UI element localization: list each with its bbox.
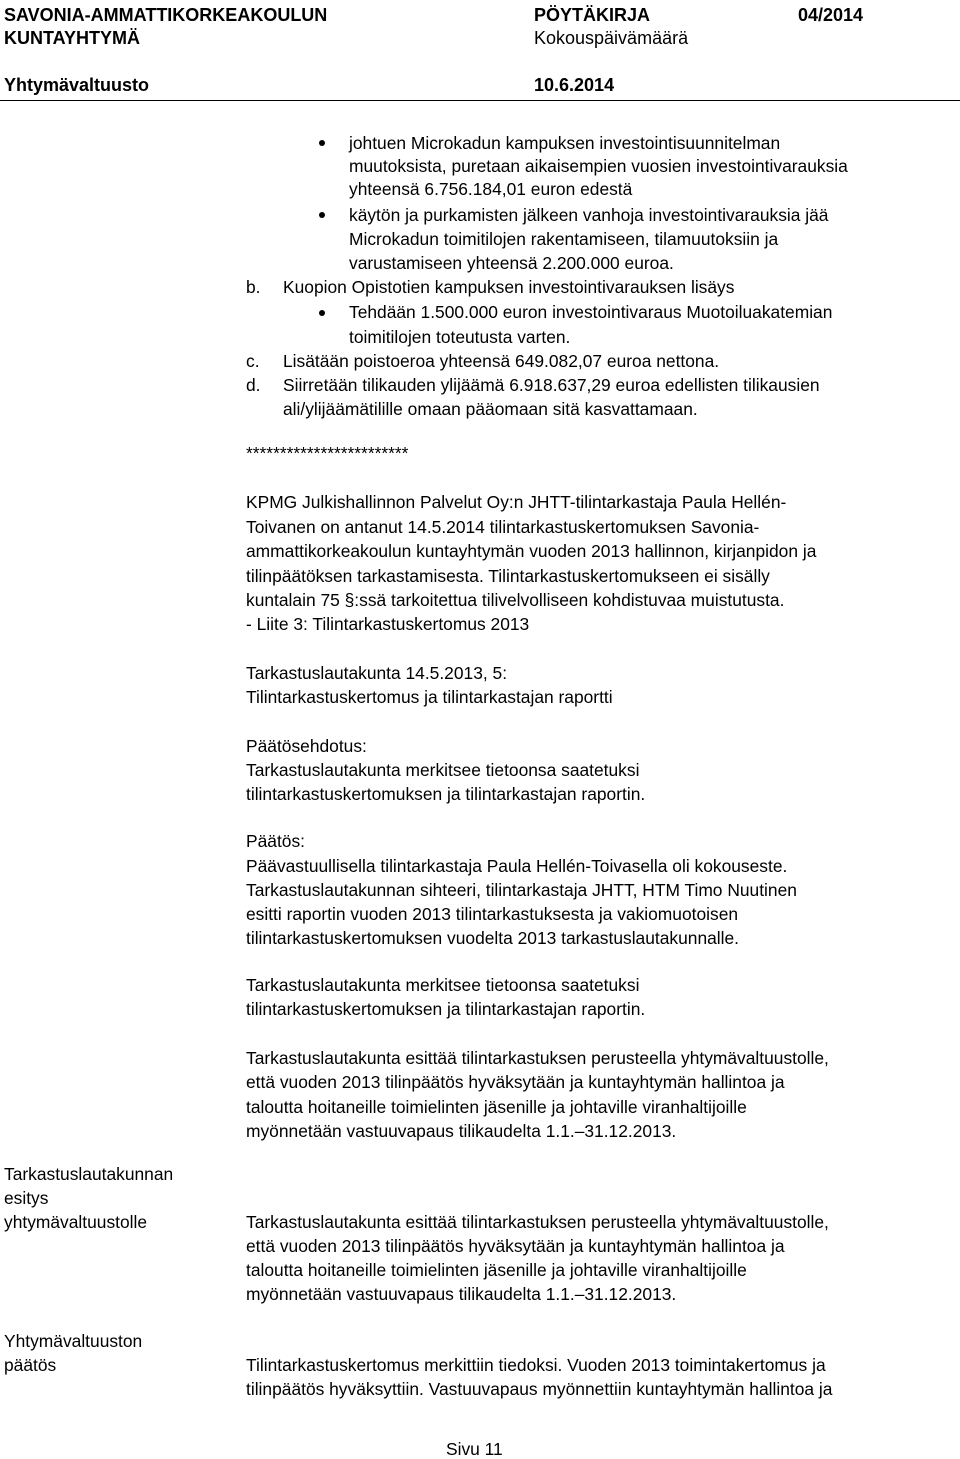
text-line: tilinpäätös hyväksyttiin. Vastuuvapaus myönnettiin kuntayhtymän hallintoa ja xyxy=(246,1379,833,1399)
meeting-date: 10.6.2014 xyxy=(534,75,615,95)
organization-subname: KUNTAYHTYMÄ xyxy=(4,28,141,48)
audit-committee-heading: Tarkastuslautakunta 14.5.2013, 5: xyxy=(246,663,508,683)
text-line: tilintarkastuskertomuksen ja tilintarkastajan raportin. xyxy=(246,784,646,804)
header-divider xyxy=(0,100,960,101)
text-line: KPMG Julkishallinnon Palvelut Oy:n JHTT-tilintarkastaja Paula Hellén- xyxy=(246,492,787,512)
meeting-date-label: Kokouspäivämäärä xyxy=(534,28,689,48)
side-label: esitys xyxy=(4,1188,49,1208)
list-item-c: Lisätään poistoeroa yhteensä 649.082,07 euroa nettona. xyxy=(283,351,720,371)
text-line: Toivanen on antanut 14.5.2014 tilintarkastuskertomuksen Savonia- xyxy=(246,517,760,537)
proposal-label: Päätösehdotus: xyxy=(246,736,367,756)
text-line: myönnetään vastuuvapaus tilikaudelta 1.1.–31.12.2013. xyxy=(246,1121,677,1141)
document-number: 04/2014 xyxy=(798,5,864,25)
text-line: Tarkastuslautakunnan sihteeri, tilintarkastaja JHTT, HTM Timo Nuutinen xyxy=(246,880,797,900)
text-line: Tehdään 1.500.000 euron investointivaraus Muotoiluakatemian xyxy=(349,302,833,322)
side-label: päätös xyxy=(4,1355,57,1375)
text-line: Tarkastuslautakunta esittää tilintarkastuksen perusteella yhtymävaltuustolle, xyxy=(246,1212,829,1232)
bullet-icon xyxy=(319,140,325,146)
text-line: kuntalain 75 §:ssä tarkoitettua tilivelvolliseen kohdistuvaa muistutusta. xyxy=(246,590,785,610)
text-line: toimitilojen toteutusta varten. xyxy=(349,327,571,347)
text-line: taloutta hoitaneille toimielinten jäsenille ja johtaville viranhaltijoille xyxy=(246,1260,747,1280)
document-type: PÖYTÄKIRJA xyxy=(534,5,651,25)
decision-label: Päätös: xyxy=(246,831,305,851)
page-number: Sivu 11 xyxy=(446,1439,503,1459)
text-line: käytön ja purkamisten jälkeen vanhoja investointivarauksia jää xyxy=(349,205,829,225)
organization-name: SAVONIA-AMMATTIKORKEAKOULUN xyxy=(4,5,328,25)
side-label: Tarkastuslautakunnan xyxy=(4,1164,174,1184)
text-line: Tarkastuslautakunta merkitsee tietoonsa saatetuksi xyxy=(246,760,640,780)
text-line: tilinpäätöksen tarkastamisesta. Tilintarkastuskertomukseen ei sisälly xyxy=(246,566,770,586)
list-item-d: Siirretään tilikauden ylijäämä 6.918.637,29 euroa edellisten tilikausien xyxy=(283,375,820,395)
separator: ************************ xyxy=(246,443,409,463)
text-line: varustamiseen yhteensä 2.200.000 euroa. xyxy=(349,253,674,273)
body-name: Yhtymävaltuusto xyxy=(4,75,150,95)
text-line: muutoksista, puretaan aikaisempien vuosien investointivarauksia xyxy=(349,156,848,176)
text-line: tilintarkastuskertomuksen vuodelta 2013 tarkastuslautakunnalle. xyxy=(246,928,740,948)
text-line: yhteensä 6.756.184,01 euron edestä xyxy=(349,179,633,199)
list-item-b: Kuopion Opistotien kampuksen investointivarauksen lisäys xyxy=(283,277,735,297)
text-line: että vuoden 2013 tilinpäätös hyväksytään ja kuntayhtymän hallintoa ja xyxy=(246,1072,785,1092)
text-line: että vuoden 2013 tilinpäätös hyväksytään ja kuntayhtymän hallintoa ja xyxy=(246,1236,785,1256)
text-line: ali/ylijäämätilille omaan pääomaan sitä kasvattamaan. xyxy=(283,399,698,419)
list-letter-b: b. xyxy=(246,277,261,297)
side-label: yhtymävaltuustolle xyxy=(4,1212,148,1232)
text-line: Tarkastuslautakunta merkitsee tietoonsa saatetuksi xyxy=(246,975,640,995)
bullet-icon xyxy=(319,310,325,316)
text-line: myönnetään vastuuvapaus tilikaudelta 1.1.–31.12.2013. xyxy=(246,1284,677,1304)
text-line: tilintarkastuskertomuksen ja tilintarkastajan raportin. xyxy=(246,999,646,1019)
list-letter-d: d. xyxy=(246,375,261,395)
bullet-icon xyxy=(319,212,325,218)
list-letter-c: c. xyxy=(246,351,260,371)
text-line: Tilintarkastuskertomus merkittiin tiedoksi. Vuoden 2013 toimintakertomus ja xyxy=(246,1355,826,1375)
audit-committee-subject: Tilintarkastuskertomus ja tilintarkastajan raportti xyxy=(246,687,613,707)
text-line: Päävastuullisella tilintarkastaja Paula Hellén-Toivasella oli kokouseste. xyxy=(246,856,788,876)
attachment-reference: - Liite 3: Tilintarkastuskertomus 2013 xyxy=(246,614,530,634)
text-line: johtuen Microkadun kampuksen investointisuunnitelman xyxy=(349,133,781,153)
side-label: Yhtymävaltuuston xyxy=(4,1331,143,1351)
text-line: taloutta hoitaneille toimielinten jäsenille ja johtaville viranhaltijoille xyxy=(246,1097,747,1117)
text-line: esitti raportin vuoden 2013 tilintarkastuksesta ja vakiomuotoisen xyxy=(246,904,739,924)
text-line: Microkadun toimitilojen rakentamiseen, tilamuutoksiin ja xyxy=(349,229,779,249)
text-line: Tarkastuslautakunta esittää tilintarkastuksen perusteella yhtymävaltuustolle, xyxy=(246,1048,829,1068)
text-line: ammattikorkeakoulun kuntayhtymän vuoden 2013 hallinnon, kirjanpidon ja xyxy=(246,541,817,561)
